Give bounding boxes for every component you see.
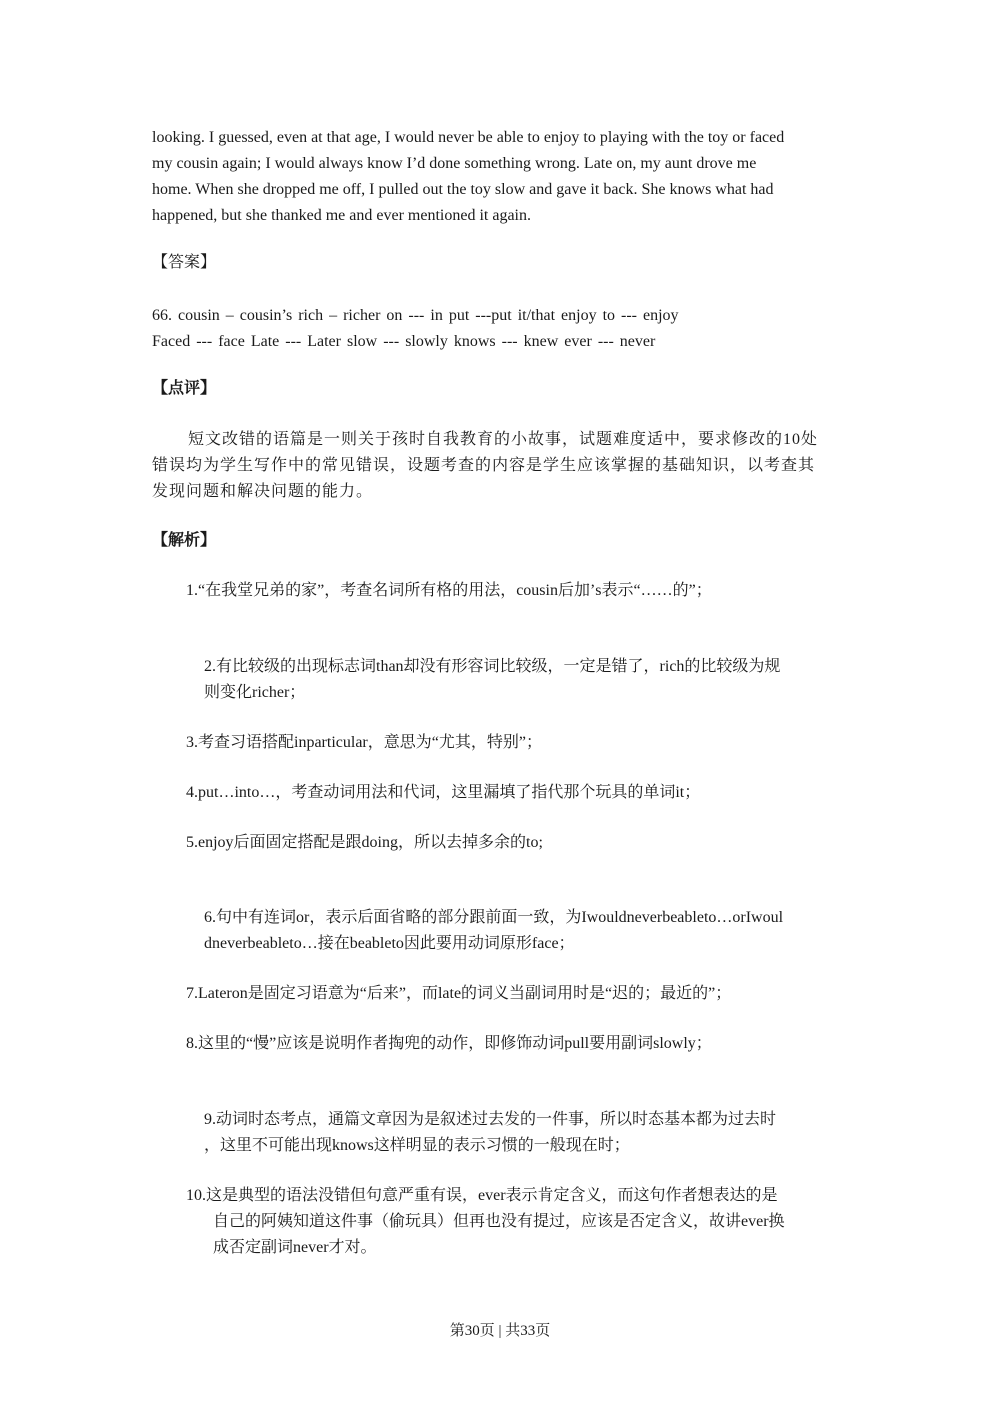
passage-line: home. When she dropped me off, I pulled out the toy slow and gave it back. She knows what had <box>152 181 774 198</box>
analysis-line: 3.考查习语搭配inparticular，意思为“尤其，特别”； <box>186 734 542 751</box>
analysis-line: 成否定副词never才对。 <box>213 1239 377 1256</box>
analysis-item-5 <box>186 830 846 856</box>
analysis-line: 6.句中有连词or，表示后面省略的部分跟前面一致，为Iwouldneverbeableto…orIwoul <box>204 909 784 926</box>
comment-line: 发现问题和解决问题的能力。 <box>152 483 374 500</box>
analysis-line: 2.有比较级的出现标志词than却没有形容词比较级，一定是错了，rich的比较级为规 <box>204 658 781 675</box>
analysis-item-1 <box>186 578 846 604</box>
analysis-line: 8.这里的“慢”应该是说明作者掏兜的动作，即修饰动词pull要用副词slowly； <box>186 1035 712 1052</box>
answer-heading: 【答案】 <box>152 254 217 271</box>
answer-body <box>152 303 852 355</box>
answer-line: 66. cousin – cousin’s rich – richer on --- in put ---put it/that enjoy to --- enjoy <box>152 307 679 324</box>
analysis-item-9 <box>204 1107 844 1159</box>
analysis-line: dneverbeableto…接在beableto因此要用动词原形face； <box>204 935 575 952</box>
comment-line: 短文改错的语篇是一则关于孩时自我教育的小故事，试题难度适中，要求修改的10处 <box>188 431 819 448</box>
passage-line: happened, but she thanked me and ever mentioned it again. <box>152 207 531 224</box>
analysis-item-6 <box>204 905 844 957</box>
analysis-line: 1.“在我堂兄弟的家”，考查名词所有格的用法，cousin后加’s表示“……的”； <box>186 582 712 599</box>
answer-line: Faced --- face Late --- Later slow --- slowly knows --- knew ever --- never <box>152 333 656 350</box>
analysis-item-3 <box>186 730 846 756</box>
passage-paragraph <box>152 125 852 229</box>
analysis-item-8 <box>186 1031 846 1057</box>
analysis-line: 10.这是典型的语法没错但句意严重有误，ever表示肯定含义，而这句作者想表达的是 <box>186 1187 778 1204</box>
analysis-line: 自己的阿姨知道这件事（偷玩具）但再也没有提过，应该是否定含义，故讲ever换 <box>213 1213 785 1230</box>
comment-body <box>152 427 842 505</box>
analysis-line: 5.enjoy后面固定搭配是跟doing，所以去掉多余的to; <box>186 834 543 851</box>
analysis-line: 4.put…into…，考查动词用法和代词，这里漏填了指代那个玩具的单词it； <box>186 784 701 801</box>
analysis-item-7 <box>186 981 846 1007</box>
analysis-item-2 <box>204 654 844 706</box>
analysis-line: 则变化richer； <box>204 684 306 701</box>
passage-line: my cousin again; I would always know I’d done something wrong. Late on, my aunt drove me <box>152 155 757 172</box>
analysis-item-4 <box>186 780 846 806</box>
analysis-item-10 <box>186 1183 846 1261</box>
analysis-line: ，这里不可能出现knows这样明显的表示习惯的一般现在时； <box>204 1137 630 1154</box>
analysis-heading: 【解析】 <box>152 532 217 549</box>
page-number-footer: 第30页 | 共33页 <box>449 1323 551 1339</box>
comment-heading: 【点评】 <box>152 380 217 397</box>
passage-line: looking. I guessed, even at that age, I would never be able to enjoy to playing with the toy or faced <box>152 129 785 146</box>
analysis-line: 7.Lateron是固定习语意为“后来”，而late的词义当副词用时是“迟的；最近的”； <box>186 985 732 1002</box>
analysis-line: 9.动词时态考点，通篇文章因为是叙述过去发的一件事，所以时态基本都为过去时 <box>204 1111 777 1128</box>
comment-line: 错误均为学生写作中的常见错误，设题考查的内容是学生应该掌握的基础知识，以考查其 <box>152 457 816 474</box>
